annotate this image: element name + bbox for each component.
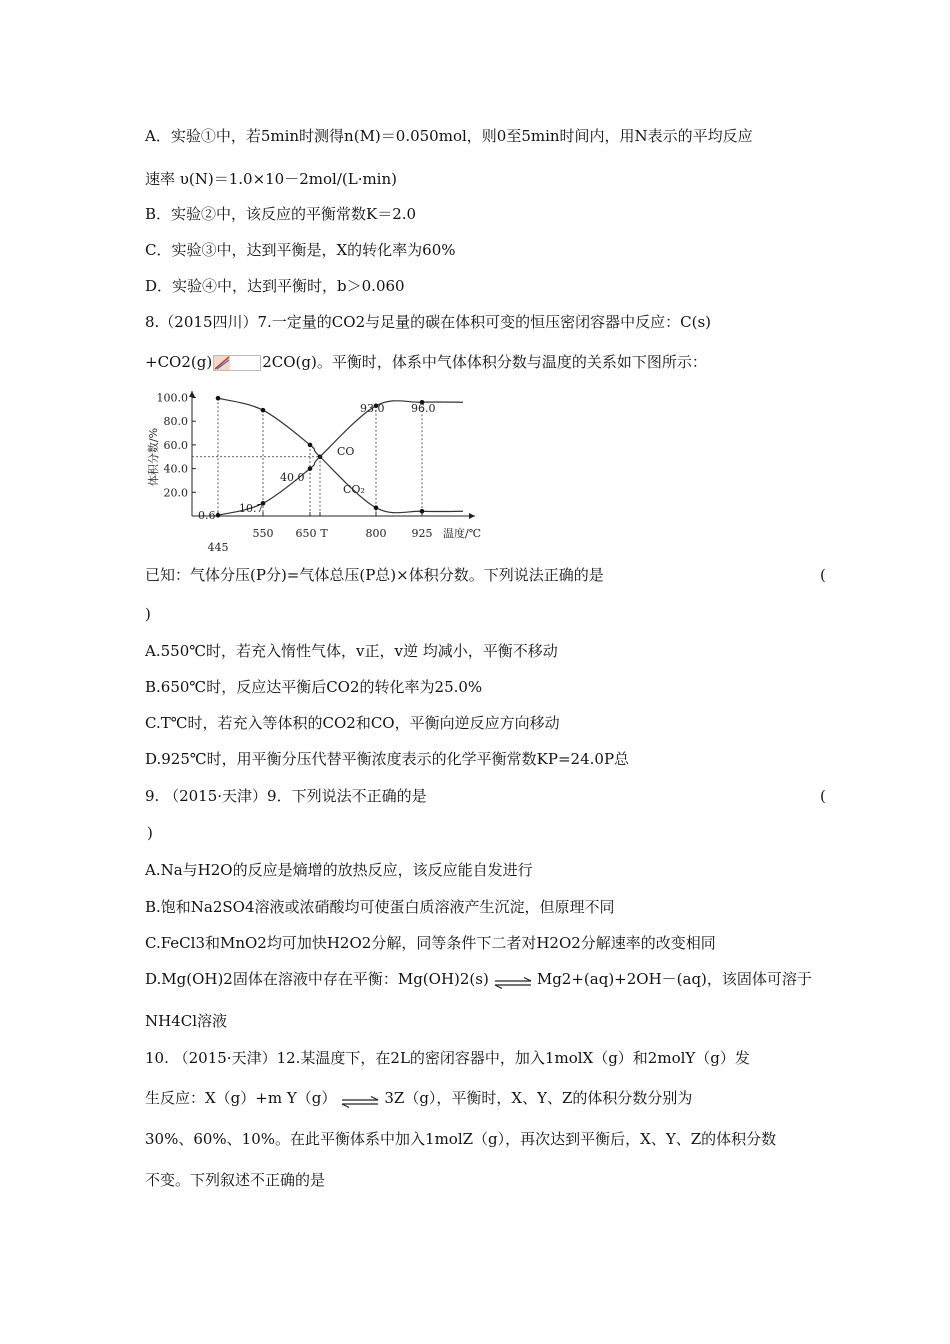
- x-tick-label: 445: [207, 541, 229, 554]
- x-tick-label: 925: [411, 527, 433, 540]
- q9-option-a: A.Na与H2O的反应是熵增的放热反应，该反应能自发进行: [145, 861, 533, 879]
- q10-stem-line4: 不变。下列叙述不正确的是: [145, 1171, 326, 1189]
- data-point-co: [216, 513, 221, 518]
- q7-option-a-line1: A．实验①中，若5min时测得n(M)＝0.050mol，则0至5min时间内，用N表示的平均反应: [145, 127, 753, 145]
- series-label-co2: CO₂: [343, 483, 365, 496]
- q8-stem-line2-post: 2CO(g)。平衡时，体系中气体体积分数与温度的关系如下图所示：: [262, 353, 707, 371]
- volume-fraction-chart: [140, 385, 485, 554]
- q9-bracket-open: (: [820, 787, 826, 805]
- point-value-label: 96.0: [411, 402, 436, 415]
- data-point-co2: [308, 443, 313, 448]
- reversible-arrow-icon: [493, 974, 533, 986]
- y-tick-label: 80.0: [163, 415, 188, 429]
- series-line-co: [218, 401, 463, 516]
- q8-option-a: A.550℃时，若充入惰性气体，v正，v逆 均减小，平衡不移动: [145, 642, 558, 660]
- q7-option-d: D．实验④中，达到平衡时，b＞0.060: [145, 277, 405, 295]
- point-value-label: 0.6: [198, 509, 216, 522]
- x-tick-label: 550: [252, 527, 274, 540]
- q9-bracket-close: ): [147, 824, 153, 842]
- point-value-label: 40.0: [280, 471, 305, 484]
- data-point-co2: [261, 408, 266, 413]
- q8-stem-line2-pre: +CO2(g): [145, 353, 213, 371]
- q8-option-b: B.650℃时，反应达平衡后CO2的转化率为25.0%: [145, 678, 483, 696]
- q10-stem-line3: 30%、60%、10%。在此平衡体系中加入1molZ（g），再次达到平衡后，X、Y、Z的体积分数: [145, 1130, 777, 1148]
- q8-stem-line2: [145, 352, 707, 372]
- y-tick-label: 60.0: [163, 438, 188, 452]
- y-axis-arrow: [189, 391, 195, 397]
- q9-option-d-line2: NH4Cl溶液: [145, 1012, 228, 1030]
- q9-option-d-pre: D.Mg(OH)2固体在溶液中存在平衡：Mg(OH)2(s): [145, 970, 489, 988]
- q8-bracket-close: ): [145, 605, 151, 623]
- x-tick-label: 650: [295, 527, 317, 540]
- q8-bracket-open: (: [820, 566, 826, 584]
- q7-option-a-line2: 速率 υ(N)＝1.0×10－2mol/(L·min): [145, 170, 397, 188]
- y-tick-label: 100.0: [156, 391, 188, 405]
- q10-stem-line1: 10. （2015·天津）12.某温度下，在2L的密闭容器中，加入1molX（g）和2molY（g）发: [145, 1049, 750, 1067]
- x-axis-arrow: [469, 513, 475, 519]
- q8-stem-line1: 8.（2015四川）7.一定量的CO2与足量的碳在体积可变的恒压密闭容器中反应：C(s): [145, 313, 711, 331]
- q9-option-b: B.饱和Na2SO4溶液或浓硝酸均可使蛋白质溶液产生沉淀，但原理不同: [145, 898, 615, 916]
- reversible-arrow-icon: [340, 1093, 380, 1105]
- q9-option-d-post: Mg2+(aq)+2OH－(aq)，该固体可溶于: [536, 970, 812, 988]
- q7-option-c: C．实验③中，达到平衡是，X的转化率为60%: [145, 241, 456, 259]
- data-point-co2: [374, 505, 379, 510]
- data-point-co2: [420, 509, 425, 514]
- data-point-co2: [216, 396, 221, 401]
- q10-stem-line2-post: 3Z（g），平衡时，X、Y、Z的体积分数分别为: [384, 1089, 693, 1107]
- series-label-co: CO: [337, 445, 355, 458]
- q8-option-c: C.T℃时，若充入等体积的CO2和CO，平衡向逆反应方向移动: [145, 714, 560, 732]
- q8-known: 已知：气体分压(P分)=气体总压(P总)×体积分数。下列说法正确的是: [145, 566, 604, 584]
- x-tick-label: T: [320, 527, 328, 540]
- q9-option-c: C.FeCl3和MnO2均可加快H2O2分解，同等条件下二者对H2O2分解速率的改变相同: [145, 934, 716, 952]
- q10-stem-line2-pre: 生反应：X（g）+m Y（g）: [145, 1089, 337, 1107]
- x-axis-label: 温度/℃: [443, 527, 482, 540]
- q9-stem: 9. （2015·天津）9．下列说法不正确的是: [145, 787, 427, 805]
- point-value-label: 93.0: [360, 402, 385, 415]
- x-tick-label: 800: [365, 527, 387, 540]
- data-point-co: [308, 466, 313, 471]
- q7-option-b: B．实验②中，该反应的平衡常数K＝2.0: [145, 205, 417, 223]
- q10-stem-line2: [145, 1088, 692, 1108]
- y-tick-label: 20.0: [163, 486, 188, 500]
- equilibrium-image-icon: [213, 355, 261, 371]
- q8-option-d: D.925℃时，用平衡分压代替平衡浓度表示的化学平衡常数KP=24.0P总: [145, 750, 630, 768]
- point-value-label: 10.7: [239, 502, 264, 515]
- q9-option-d-line1: [145, 969, 812, 989]
- y-axis-label: 体积分数/%: [147, 427, 160, 487]
- y-tick-label: 40.0: [163, 462, 188, 476]
